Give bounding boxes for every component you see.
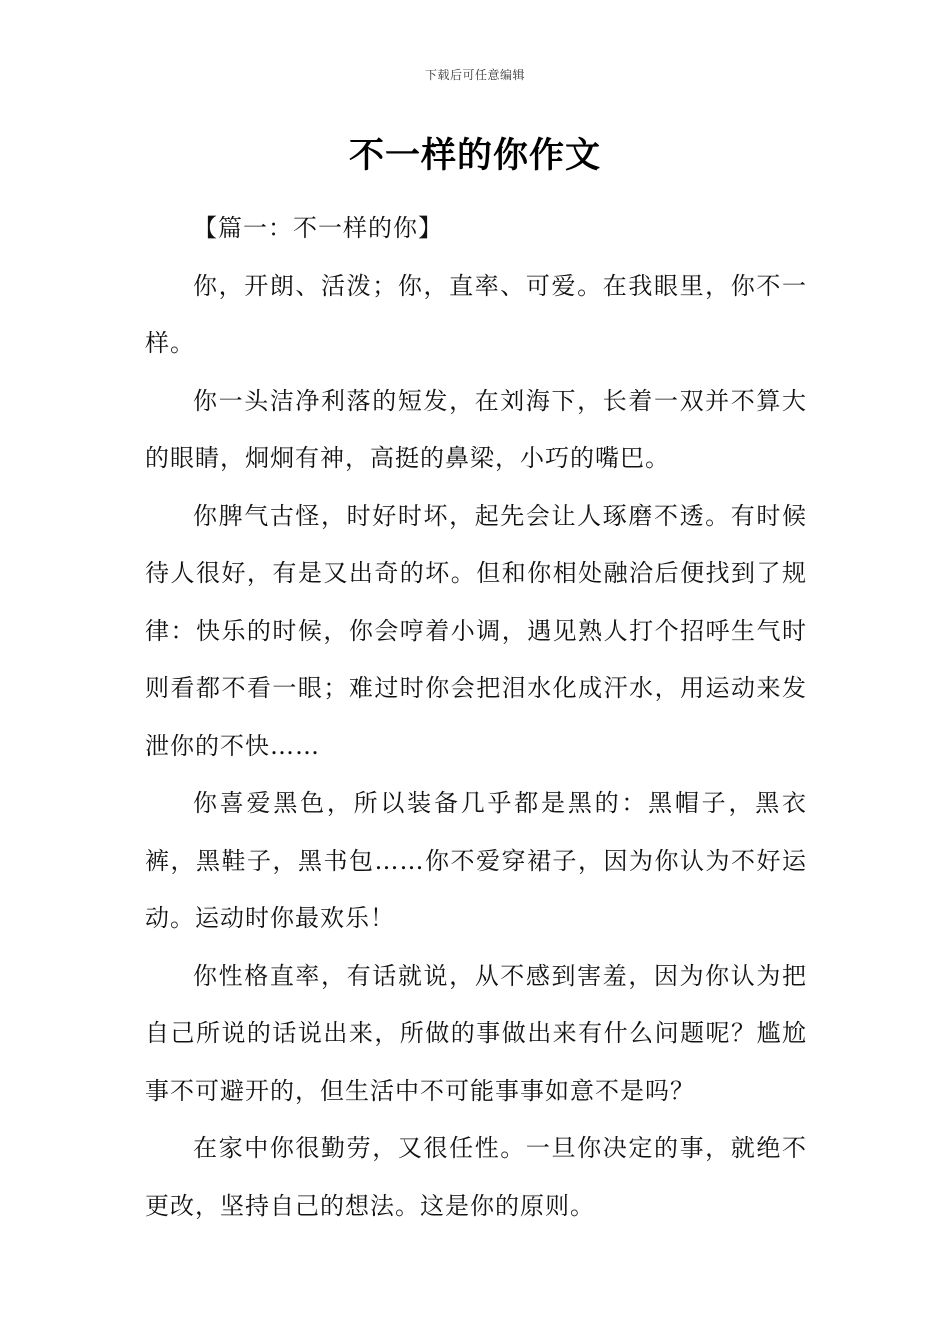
paragraph-3: 你脾气古怪，时好时坏，起先会让人琢磨不透。有时候待人很好，有是又出奇的坏。但和你相处融洽后便找到了规律：快乐的时候，你会哼着小调，遇见熟人打个招呼生气时则看都不看一眼；难过时你会把泪水化成汗水，用运动来发泄你的不快……: [145, 501, 807, 760]
document-body: [145, 200, 807, 1235]
paragraph-2: 你一头洁净利落的短发，在刘海下，长着一双并不算大的眼睛，炯炯有神，高挺的鼻梁，小巧的嘴巴。: [145, 386, 807, 472]
paragraph-5: 你性格直率，有话就说，从不感到害羞，因为你认为把自己所说的话说出来，所做的事做出来有什么问题呢？尴尬事不可避开的，但生活中不可能事事如意不是吗？: [145, 961, 807, 1105]
header-note: 下载后可任意编辑: [424, 68, 525, 82]
paragraph-1: 你，开朗、活泼；你，直率、可爱。在我眼里，你不一样。: [145, 271, 807, 357]
document-title: 不一样的你作文: [348, 136, 601, 176]
paragraph-6: 在家中你很勤劳，又很任性。一旦你决定的事，就绝不更改，坚持自己的想法。这是你的原则。: [145, 1134, 807, 1220]
paragraph-4: 你喜爱黑色，所以装备几乎都是黑的：黑帽子，黑衣裤，黑鞋子，黑书包……你不爱穿裙子，因为你认为不好运动。运动时你最欢乐！: [145, 789, 807, 932]
section-heading: 【篇一：不一样的你】: [193, 214, 443, 242]
